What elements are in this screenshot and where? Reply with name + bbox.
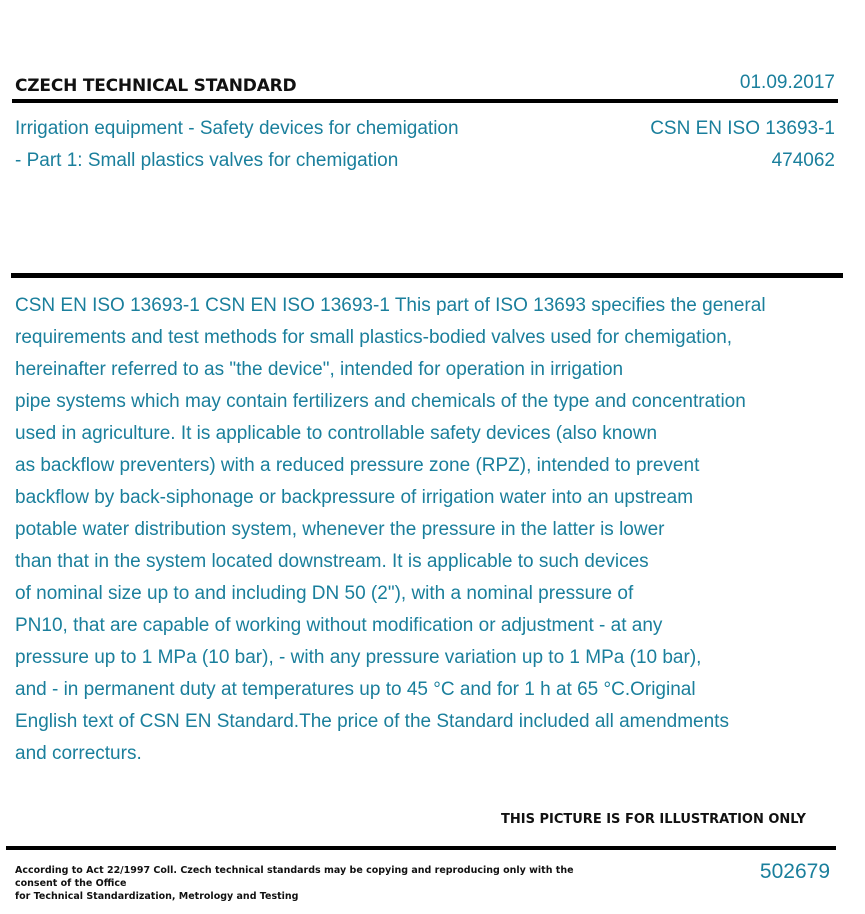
document-type-label: CZECH TECHNICAL STANDARD xyxy=(15,76,297,96)
standard-title-line-2: - Part 1: Small plastics valves for chemigation xyxy=(15,150,399,171)
illustration-notice: THIS PICTURE IS FOR ILLUSTRATION ONLY xyxy=(501,812,806,827)
copyright-notice-line-2: for Technical Standardization, Metrology and Testing xyxy=(15,891,299,902)
publication-date: 01.09.2017 xyxy=(739,72,835,93)
footer-divider xyxy=(6,846,836,850)
title-divider xyxy=(11,273,843,278)
catalog-number: 502679 xyxy=(759,860,830,883)
standard-code: CSN EN ISO 13693-1 xyxy=(650,118,835,139)
standard-title-line-1: Irrigation equipment - Safety devices for chemigation xyxy=(15,118,459,139)
standard-description: CSN EN ISO 13693-1 CSN EN ISO 13693-1 This part of ISO 13693 specifies the general requirements and test methods for small plastics-bodied valves used for chemigation, hereinafter referred to as "the device", intended for operation in irrigation pipe systems which may contain fertilizers and chemicals of the type and concentration used in agriculture. It is applicable to controllable safety devices (also known as backflow preventers) with a reduced pressure zone (RPZ), intended to prevent backflow by back-siphonage or backpressure of irrigation water into an upstream potable water distribution system, whenever the pressure in the latter is lower than that in the system located downstream. It is applicable to such devices of nominal size up to and including DN 50 (2"), with a nominal pressure of PN10, that are capable of working without modification or adjustment - at any pressure up to 1 MPa (10 bar), - with any pressure variation up to 1 MPa (10 bar), and - in permanent duty at temperatures up to 45 °C and for 1 h at 65 °C.Original English text of CSN EN Standard.The price of the Standard included all amendments and correcturs. xyxy=(15,295,766,764)
header-divider xyxy=(12,99,838,103)
classification-number: 474062 xyxy=(771,150,835,171)
copyright-notice-line-1: According to Act 22/1997 Coll. Czech technical standards may be copying and reproducing only with the consent of the Office xyxy=(15,865,574,889)
copyright-notice xyxy=(15,864,595,903)
